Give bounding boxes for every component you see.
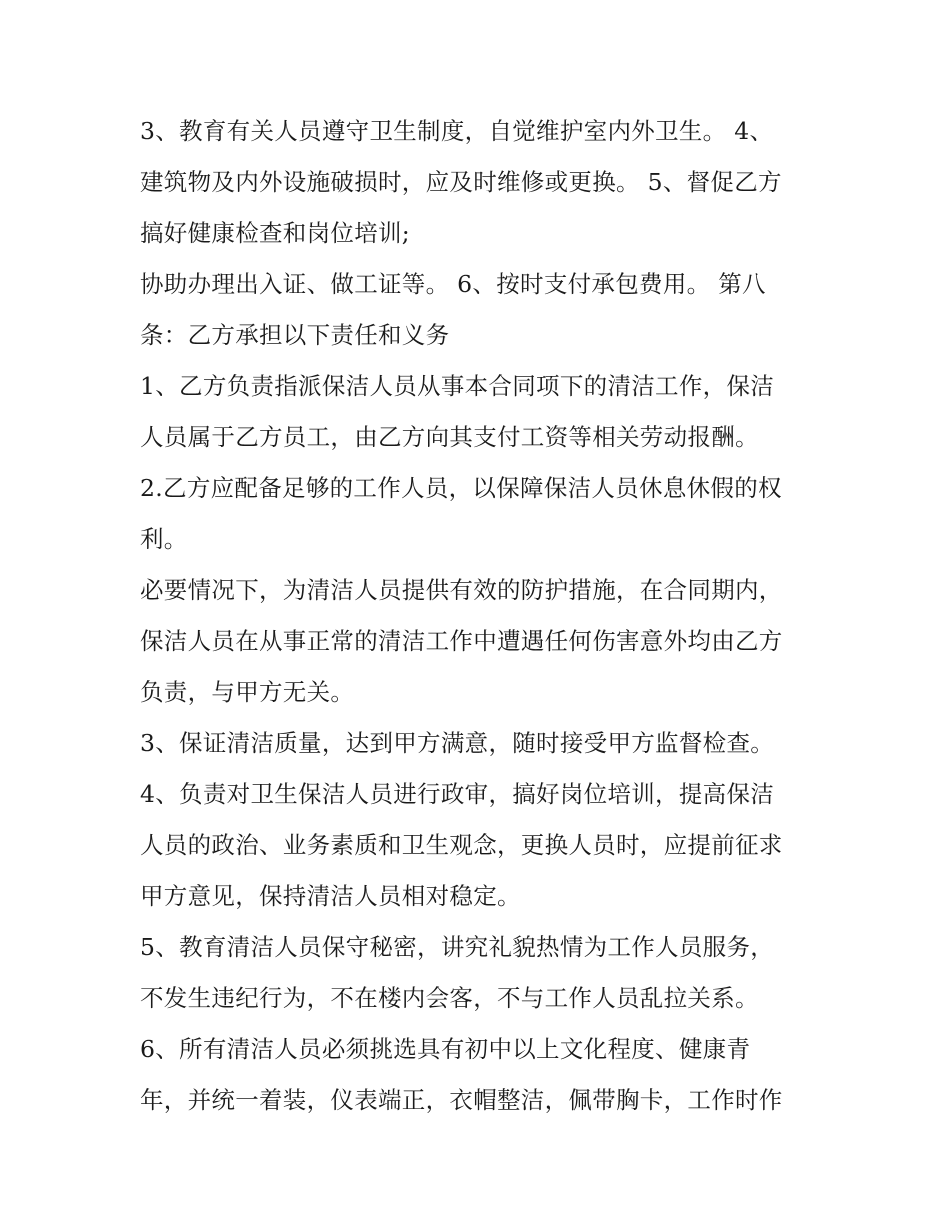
text-line: 人员的政治、业务素质和卫生观念，更换人员时，应提前征求 (140, 831, 783, 859)
text-line: 不发生违纪行为，不在楼内会客，不与工作人员乱拉关系。 (140, 984, 759, 1012)
text-line: 条：乙方承担以下责任和义务 (140, 321, 450, 349)
text-line: 利。 (140, 525, 188, 553)
text-line: 3、保证清洁质量，达到甲方满意，随时接受甲方监督检查。 (140, 729, 775, 757)
text-line: 搞好健康检查和岗位培训; (140, 219, 411, 247)
text-line: 5、教育清洁人员保守秘密，讲究礼貌热情为工作人员服务， (140, 933, 775, 961)
text-line: 人员属于乙方员工，由乙方向其支付工资等相关劳动报酬。 (140, 423, 759, 451)
text-line: 必要情况下，为清洁人员提供有效的防护措施，在合同期内， (140, 576, 783, 604)
text-line: 4、负责对卫生保洁人员进行政审，搞好岗位培训，提高保洁 (140, 780, 775, 808)
text-line: 2.乙方应配备足够的工作人员，以保障保洁人员休息休假的权 (140, 474, 782, 502)
text-line: 6、所有清洁人员必须挑选具有初中以上文化程度、健康青 (140, 1035, 751, 1063)
text-line: 协助办理出入证、做工证等。 6、按时支付承包费用。 第八 (140, 270, 766, 298)
text-line: 保洁人员在从事正常的清洁工作中遭遇任何伤害意外均由乙方 (140, 627, 783, 655)
text-line: 负责，与甲方无关。 (140, 678, 355, 706)
text-line: 建筑物及内外设施破损时，应及时维修或更换。 5、督促乙方 (140, 168, 782, 196)
text-line: 年，并统一着装，仪表端正，衣帽整洁，佩带胸卡，工作时作 (140, 1086, 783, 1114)
document-body (140, 106, 820, 1126)
text-line: 甲方意见，保持清洁人员相对稳定。 (140, 882, 521, 910)
text-line: 3、教育有关人员遵守卫生制度，自觉维护室内外卫生。 4、 (140, 117, 774, 145)
text-line: 1、乙方负责指派保洁人员从事本合同项下的清洁工作，保洁 (140, 372, 775, 400)
